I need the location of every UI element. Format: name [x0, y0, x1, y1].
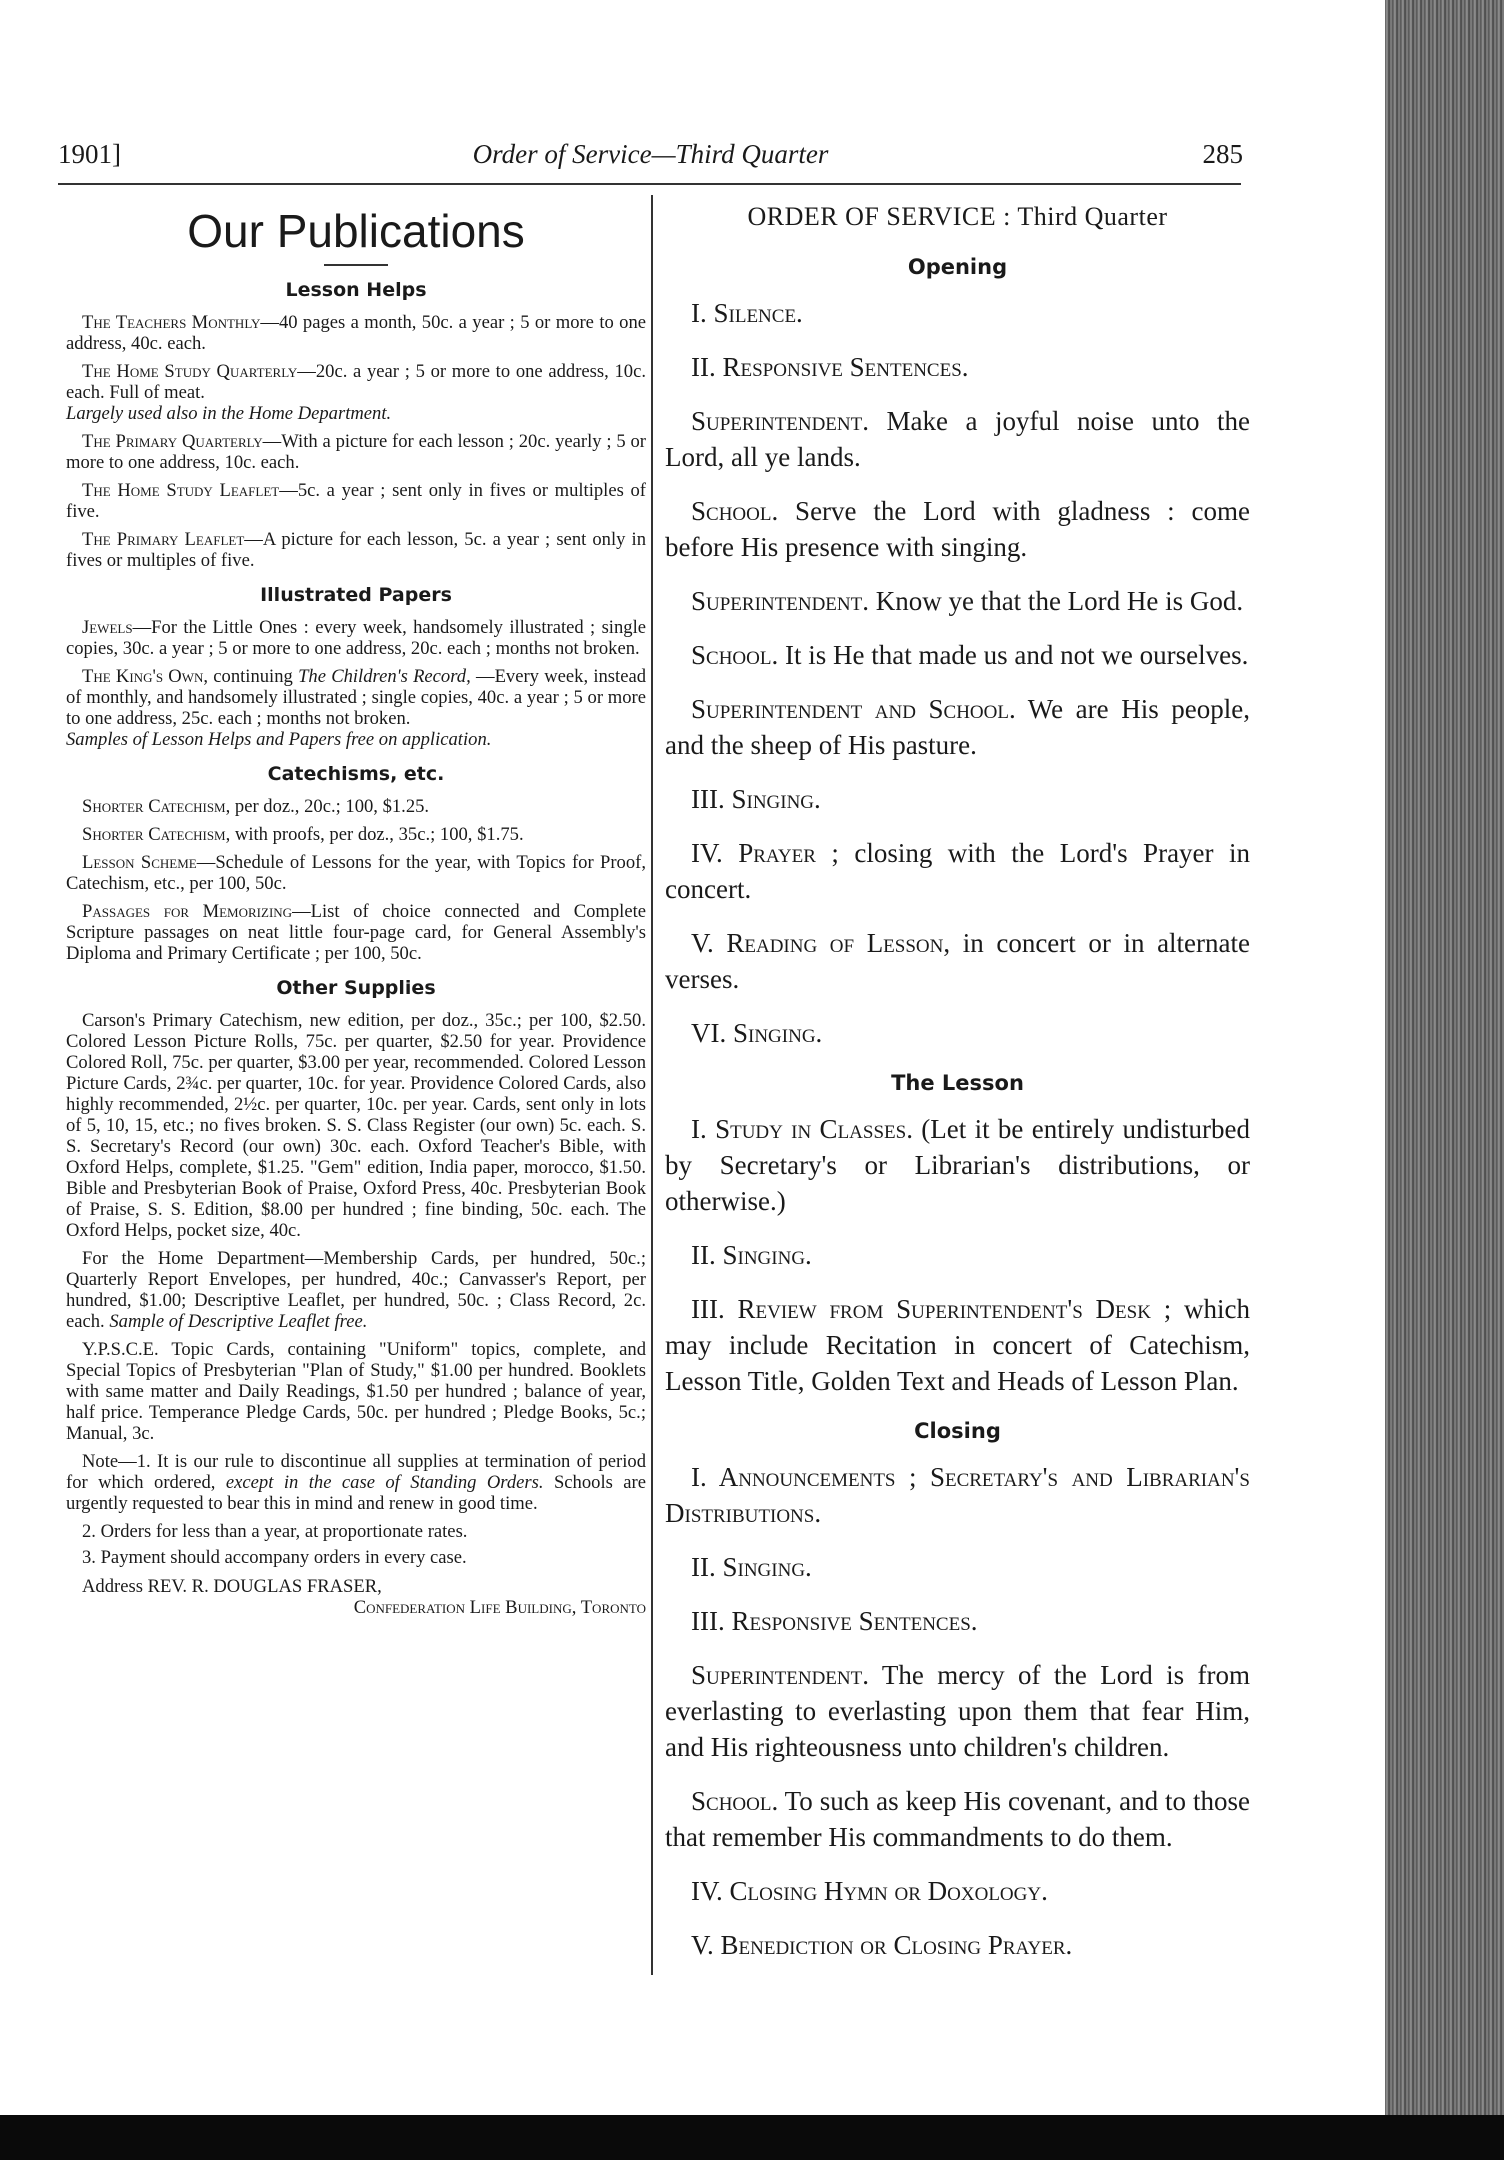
paper-details: —For the Little Ones : every week, handsomely illustrated ; single copies, 30c. a year ; 5 or more to one address, 20c. each ; months not broken.: [66, 617, 646, 659]
service-item: [665, 1927, 1250, 1963]
service-item: [665, 295, 1250, 331]
paper-italic-title: The Children's Record,: [298, 666, 471, 687]
service-item: [665, 403, 1250, 475]
note-1-text: Note—1. It is our rule to discontinue all supplies at termination of period for which ordered,: [66, 1451, 646, 1493]
running-header: [58, 139, 1243, 175]
service-item: [665, 1873, 1250, 1909]
publication-entry: [66, 529, 646, 571]
service-item-label: I. Silence.: [691, 298, 803, 328]
service-item: [665, 1783, 1250, 1855]
home-department-text: For the Home Department—Membership Cards, per hundred, 50c.; Quarterly Report Envelopes, per hundred, 40c.; Canvasser's Report, per hundred, $1.00; Descriptive Leaflet, per hundred, 50c. ; Class Record, 2c. each.: [66, 1248, 646, 1332]
publications-title: Our Publications: [187, 205, 525, 257]
service-item-text: Serve the Lord with gladness : come before His presence with singing.: [665, 496, 1250, 562]
publications-column: [66, 203, 646, 1618]
header-running-title: Order of Service—Third Quarter: [472, 139, 829, 169]
service-item: [665, 1111, 1250, 1219]
service-item: [665, 691, 1250, 763]
service-item-label: Superintendent.: [691, 406, 869, 436]
catechism-name: Passages for Memorizing: [82, 901, 293, 922]
note-3: 3. Payment should accompany orders in every case.: [82, 1547, 467, 1568]
service-item-text: Know ye that the Lord He is God.: [868, 586, 1244, 616]
service-item: [665, 1291, 1250, 1399]
service-item-label: Superintendent.: [691, 1660, 869, 1690]
samples-note: Samples of Lesson Helps and Papers free on application.: [66, 729, 492, 750]
service-item: [665, 1657, 1250, 1765]
service-item-label: VI. Singing.: [691, 1018, 823, 1048]
header-rule: [58, 183, 1241, 185]
catechism-entry: [66, 824, 646, 845]
publication-name: The Home Study Leaflet: [82, 480, 280, 501]
publication-entry: [66, 312, 646, 354]
order-of-service-title: ORDER OF SERVICE : Third Quarter: [747, 202, 1168, 231]
service-item-label: III. Responsive Sentences.: [691, 1606, 978, 1636]
opening-heading: Opening: [907, 255, 1008, 279]
supplies-paragraph: Carson's Primary Catechism, new edition, per doz., 35c.; per 100, $2.50. Colored Lesson Picture Rolls, 75c. per quarter, $2.50 for year. Providence Colored Roll, 75c. per quarter, $3.00 per year, recommended. Colored Lesson Picture Cards, 2¾c. per quarter, 10c. for year. Providence Colored Cards, also highly recommended, 2½c. per quarter, 10c. per year. Cards, sent only in lots of 5, 10, 15, etc.; no fives broken. S. S. Class Register (our own) 5c. each. S. S. Secretary's Record (our own) 30c. each. Oxford Teacher's Bible, with Oxford Helps, complete, $1.25. "Gem" edition, India paper, morocco, $1.50. Bible and Presbyterian Book of Praise, Oxford Press, 40c. Presbyterian Book of Praise, S. S. Edition, $8.00 per hundred ; fine binding, 50c. each. The Oxford Helps, pocket size, 40c.: [66, 1010, 646, 1241]
service-item-text: We are His people, and the sheep of His pasture.: [665, 694, 1250, 760]
home-department-paragraph: [66, 1248, 646, 1332]
catechism-name: Shorter Catechism,: [82, 796, 231, 817]
publication-details: —With a picture for each lesson ; 20c. yearly ; 5 or more to one address, 10c. each.: [66, 431, 646, 473]
service-item: [665, 1015, 1250, 1051]
service-item-label: Superintendent.: [691, 586, 869, 616]
publisher-address: [66, 1576, 646, 1618]
service-item-label: I. Announcements ; Secretary's and Librarian's Distributions.: [665, 1462, 1250, 1528]
service-item-text: To such as keep His covenant, and to those that remember His commandments to do them.: [665, 1786, 1250, 1852]
publication-name: The Teachers Monthly: [82, 312, 261, 333]
service-item-label: School.: [691, 1786, 779, 1816]
service-item-text: in concert or in alternate verses.: [665, 928, 1251, 994]
service-item: [665, 1237, 1250, 1273]
address-line-1: Address REV. R. DOUGLAS FRASER,: [82, 1576, 382, 1597]
service-item-label: I. Study in Classes.: [691, 1114, 913, 1144]
header-year: 1901]: [58, 139, 121, 169]
service-item: [665, 1459, 1250, 1531]
note-2: 2. Orders for less than a year, at proportionate rates.: [82, 1521, 468, 1542]
lesson-heading: The Lesson: [891, 1071, 1024, 1095]
service-item-label: III. Review from Superintendent's Desk ;: [691, 1294, 1172, 1324]
illustrated-papers-heading: Illustrated Papers: [260, 584, 452, 606]
service-item-label: IV. Closing Hymn or Doxology.: [691, 1876, 1048, 1906]
service-item: [665, 781, 1250, 817]
service-item-text: which may include Recitation in concert of Catechism, Lesson Title, Golden Text and Heads of Lesson Plan.: [665, 1294, 1250, 1396]
publication-details: —5c. a year ; sent only in fives or multiples of five.: [66, 480, 646, 522]
header-page-number: 285: [1202, 139, 1243, 169]
paper-details: —Every week, instead of monthly, and handsomely illustrated ; single copies, 40c. a year ; 5 or more to one address, 25c. each ; months not broken.: [66, 666, 646, 729]
catechism-details: —List of choice connected and Complete Scripture passages on neat little four-page card, for General Assembly's Diploma and Primary Certificate ; per 100, 50c.: [66, 901, 646, 964]
service-item-label: School.: [691, 640, 779, 670]
publication-entry: [66, 480, 646, 522]
catechism-entry: [66, 901, 646, 964]
address-line-2: Confederation Life Building, Toronto: [353, 1597, 646, 1618]
catechism-details: with proofs, per doz., 35c.; 100, $1.75.: [230, 824, 524, 845]
lesson-helps-note: Largely used also in the Home Department.: [66, 403, 392, 424]
service-item: [665, 835, 1250, 907]
topic-cards-paragraph: Y.P.S.C.E. Topic Cards, containing "Uniform" topics, complete, and Special Topics of Presbyterian "Plan of Study," $1.00 per hundred. Booklets with same matter and Daily Readings, $1.50 per hundred ; balance of year, half price. Temperance Pledge Cards, 50c. per hundred ; Pledge Books, 5c.; Manual, 3c.: [66, 1339, 646, 1444]
title-rule: [324, 264, 388, 266]
service-item: [665, 1549, 1250, 1585]
service-item-text: closing with the Lord's Prayer in concert.: [665, 838, 1250, 904]
lesson-helps-heading: Lesson Helps: [285, 279, 427, 301]
service-item: [665, 1603, 1250, 1639]
service-item-label: Superintendent and School.: [691, 694, 1016, 724]
service-item: [665, 583, 1250, 619]
note-1: [66, 1451, 646, 1514]
publication-details: —A picture for each lesson, 5c. a year ; sent only in fives or multiples of five.: [66, 529, 647, 571]
service-item-label: III. Singing.: [691, 784, 821, 814]
service-item-label: IV. Prayer ;: [691, 838, 839, 868]
catechism-name: Shorter Catechism,: [82, 824, 231, 845]
closing-heading: Closing: [914, 1419, 1001, 1443]
sample-leaflet-note: Sample of Descriptive Leaflet free.: [109, 1311, 368, 1332]
catechisms-heading: Catechisms, etc.: [267, 763, 445, 785]
publication-details: —40 pages a month, 50c. a year ; 5 or more to one address, 40c. each.: [66, 312, 646, 354]
book-page-edges: [1385, 0, 1504, 2115]
note-1-text-end: Schools are urgently requested to bear this in mind and renew in good time.: [66, 1472, 646, 1514]
catechism-details: —Schedule of Lessons for the year, with Topics for Proof, Catechism, etc., per 100, 50c.: [66, 852, 646, 894]
catechism-entry: [66, 796, 646, 817]
paper-details: continuing: [208, 666, 299, 687]
service-item-label: II. Singing.: [691, 1552, 812, 1582]
note-1-italic: except in the case of Standing Orders.: [225, 1472, 544, 1493]
publication-name: The Home Study Quarterly: [82, 361, 298, 382]
publication-name: The Primary Quarterly: [82, 431, 263, 452]
service-item-text: It is He that made us and not we ourselves.: [778, 640, 1249, 670]
column-divider: [651, 195, 653, 1975]
service-item: [665, 349, 1250, 385]
service-item: [665, 925, 1250, 997]
service-item-label: School.: [691, 496, 779, 526]
service-item-label: V. Reading of Lesson,: [691, 928, 951, 958]
service-item: [665, 493, 1250, 565]
catechism-entry: [66, 852, 646, 894]
paper-entry: [66, 617, 646, 659]
scan-bottom-border: [0, 2115, 1504, 2160]
publication-details: —20c. a year ; 5 or more to one address, 10c. each. Full of meat.: [66, 361, 646, 403]
publication-entry: [66, 431, 646, 473]
publication-name: The Primary Leaflet: [82, 529, 245, 550]
service-item: [665, 637, 1250, 673]
service-item-label: II. Responsive Sentences.: [691, 352, 969, 382]
paper-name: Jewels: [82, 617, 133, 638]
service-item-text: (Let it be entirely undisturbed by Secretary's or Librarian's distributions, or otherwise.): [665, 1114, 1250, 1216]
publication-entry: [66, 361, 646, 403]
service-item-label: V. Benediction or Closing Prayer.: [691, 1930, 1073, 1960]
paper-entry: [66, 666, 646, 729]
catechism-details: per doz., 20c.; 100, $1.25.: [230, 796, 430, 817]
service-item-text: The mercy of the Lord is from everlasting to everlasting upon them that fear Him, and His righteousness unto children's children.: [665, 1660, 1250, 1762]
other-supplies-heading: Other Supplies: [276, 977, 436, 999]
service-item-text: Make a joyful noise unto the Lord, all ye lands.: [665, 406, 1250, 472]
catechism-name: Lesson Scheme: [82, 852, 197, 873]
service-item-label: II. Singing.: [691, 1240, 812, 1270]
order-of-service-column: [665, 199, 1250, 1981]
paper-name: The King's Own,: [82, 666, 209, 687]
